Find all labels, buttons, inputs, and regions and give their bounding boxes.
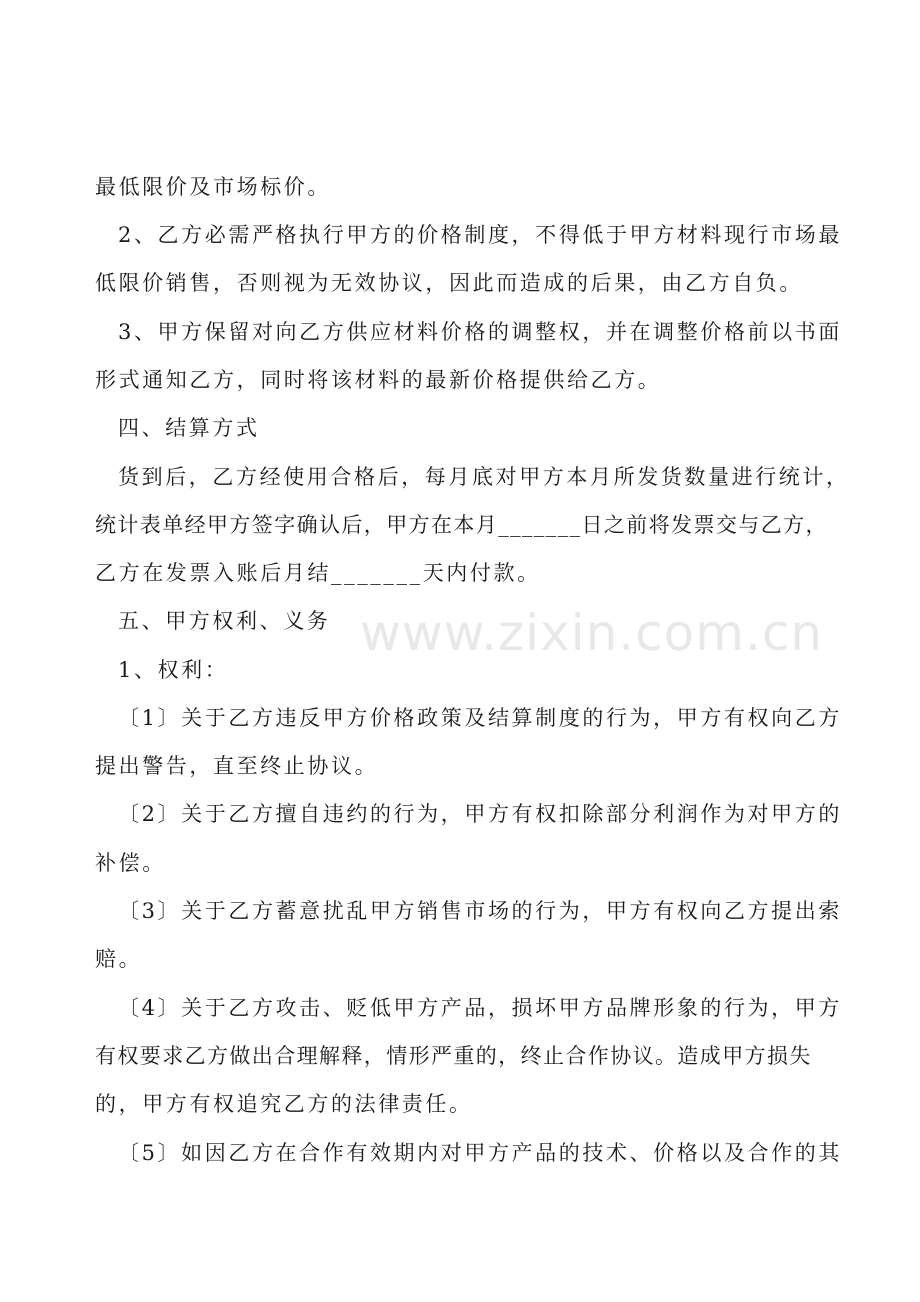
text-line: 低限价销售，否则视为无效协议，因此而造成的后果，由乙方自负。 bbox=[95, 271, 803, 295]
text-line: 提出警告，直至终止协议。 bbox=[95, 754, 379, 778]
text-line: 乙方在发票入账后月结_______天内付款。 bbox=[95, 561, 541, 585]
text-line: 2、乙方必需严格执行甲方的价格制度，不得低于甲方材料现行市场最 bbox=[118, 223, 842, 247]
text-line: 3、甲方保留对向乙方供应材料价格的调整权，并在调整价格前以书面 bbox=[118, 320, 842, 344]
text-line: 有权要求乙方做出合理解释，情形严重的，终止合作协议。造成甲方损失 bbox=[95, 1044, 812, 1068]
text-line: 的，甲方有权追究乙方的法律责任。 bbox=[95, 1092, 473, 1116]
text-line: 〔2〕关于乙方擅自违约的行为，甲方有权扣除部分利润作为对甲方的 bbox=[118, 802, 842, 826]
text-line: 〔4〕关于乙方攻击、贬低甲方产品，损坏甲方品牌形象的行为，甲方 bbox=[118, 996, 842, 1020]
subsection-heading: 1、权利： bbox=[118, 658, 229, 682]
text-line: 补偿。 bbox=[95, 851, 166, 875]
text-line: 最低限价及市场标价。 bbox=[95, 175, 331, 199]
section-heading: 五、甲方权利、义务 bbox=[118, 609, 331, 633]
text-line: 统计表单经甲方签字确认后，甲方在本月_______日之前将发票交与乙方， bbox=[95, 513, 828, 537]
text-line: 〔3〕关于乙方蓄意扰乱甲方销售市场的行为，甲方有权向乙方提出索 bbox=[118, 899, 842, 923]
text-line: 形式通知乙方，同时将该材料的最新价格提供给乙方。 bbox=[95, 368, 662, 392]
text-line: 货到后，乙方经使用合格后，每月底对甲方本月所发货数量进行统计， bbox=[118, 465, 850, 489]
watermark: www.zixin.com.cn bbox=[360, 604, 824, 662]
text-line: 赔。 bbox=[95, 947, 143, 971]
section-heading: 四、结算方式 bbox=[118, 416, 260, 440]
text-line: 〔1〕关于乙方违反甲方价格政策及结算制度的行为，甲方有权向乙方 bbox=[118, 706, 842, 730]
text-line: 〔5〕如因乙方在合作有效期内对甲方产品的技术、价格以及合作的其 bbox=[118, 1141, 842, 1165]
